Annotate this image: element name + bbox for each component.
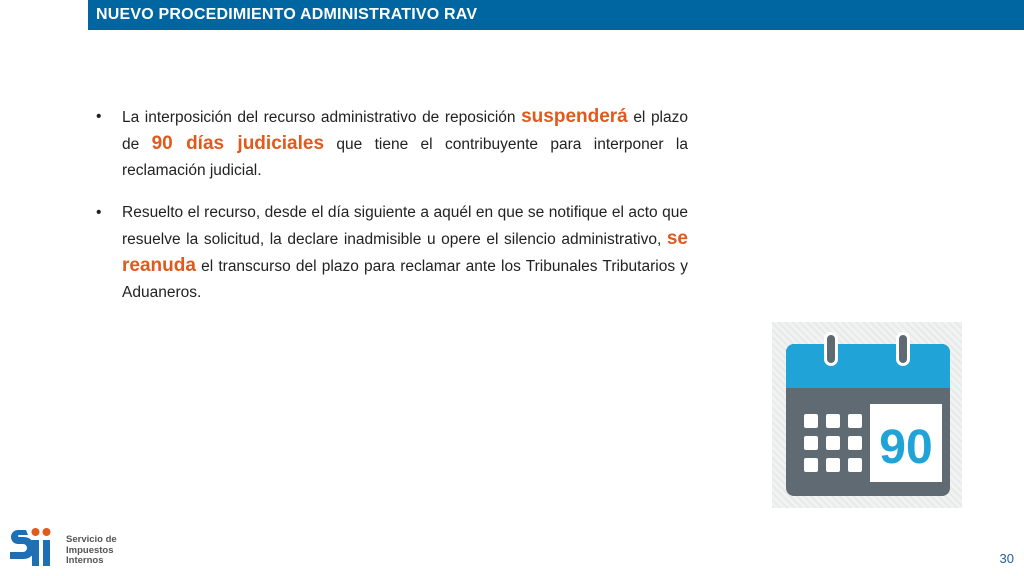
bullet-item — [96, 104, 688, 184]
calendar-day-number: 90 — [879, 421, 933, 474]
bullet-text: el plazo de — [122, 109, 688, 153]
bullet-text: La interposición del recurso administrativo de reposición — [122, 109, 522, 126]
bullet-marker: • — [96, 204, 102, 221]
logo-line: Internos — [66, 555, 104, 566]
bullet-list — [96, 104, 688, 322]
bullet-text: el transcurso del plazo para reclamar ante los Tribunales Tributarios y Aduaneros. — [122, 258, 688, 301]
highlight-text: se reanuda — [122, 228, 688, 276]
logo-text — [66, 535, 117, 567]
bullet-marker: • — [96, 108, 102, 125]
bullet-text: que tiene el contribuyente para interponer la reclamación judicial. — [122, 136, 688, 179]
bullet-item — [96, 200, 688, 306]
logo-line: Servicio de — [66, 534, 117, 545]
highlight-text: suspenderá — [521, 106, 628, 127]
logo-line: Impuestos — [66, 544, 114, 556]
slide-title: NUEVO PROCEDIMIENTO ADMINISTRATIVO RAV — [96, 6, 478, 23]
page-number: 30 — [999, 551, 1014, 566]
calendar-icon — [772, 322, 962, 508]
bullet-text: Resuelto el recurso, desde el día siguiente a aquél en que se notifique el acto que resuelve la solicitud, la declare inadmisible u opere el silencio administrativo, — [122, 204, 688, 248]
highlight-text: 90 días judiciales — [151, 133, 325, 154]
